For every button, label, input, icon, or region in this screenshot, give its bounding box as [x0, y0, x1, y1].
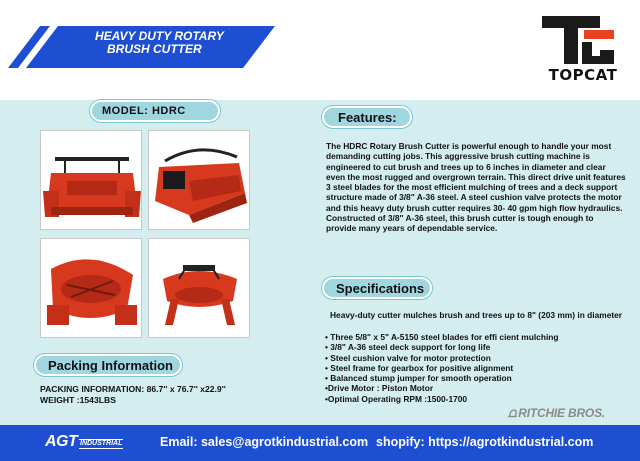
list-item: • 3/8" A-36 steel deck support for long life [325, 342, 491, 353]
product-photo-front [40, 130, 142, 230]
footer-email[interactable]: Email: sales@agrotkindustrial.com [160, 435, 369, 449]
packing-heading: Packing Information [34, 354, 182, 376]
specifications-intro: Heavy-duty cutter mulches brush and trees up to 8" (203 mm) in diameter [330, 310, 623, 320]
footer-shop-link[interactable]: shopify: https://agrotkindustrial.com [376, 435, 594, 449]
cutter-angled-view-icon [149, 131, 250, 230]
list-item: • Steel cushion valve for motor protection [325, 352, 491, 363]
packing-details [40, 384, 300, 406]
product-photo-underside [148, 238, 250, 338]
brand-name: TOPCAT [548, 66, 618, 84]
cutter-underside-view-icon [149, 239, 250, 338]
cutter-side-view-icon [41, 239, 142, 338]
list-item: • Balanced stump jumper for smooth operation [325, 373, 512, 384]
ritchie-mark-icon: ⩍ [508, 405, 517, 420]
specifications-list [325, 332, 625, 404]
page-title: HEAVY DUTY ROTARY BRUSH CUTTER [95, 29, 224, 56]
product-photo-angled [148, 130, 250, 230]
model-label: MODEL: HDRC [90, 100, 220, 122]
list-item: • Three 5/8" x 5" A-5150 steel blades for effi cient mulching [325, 332, 559, 342]
list-item: • Steel frame for gearbox for positive alignment [325, 362, 514, 373]
agt-logo: AGT INDUSTRIAL [45, 433, 123, 450]
features-description: The HDRC Rotary Brush Cutter is powerful enough to handle your most demanding cutting jobs. This aggressive brush cutting machine is engineered to cut brush and trees up to 6 inches in diameter and clear even the most rugged and overgrown terrain. This direct drive unit features 3 steel blades for the most efficient mulching of trees and a deck support structure made of 3/8" A-36 steel. A steel cushion valve protects the motor and this heavy duty brush cutter requires 30- 40 gpm high flow hydraulics. Constructed of 3/8" A-36 steel, this brush cutter is tough enough to provide many years of dependable service. [326, 141, 626, 234]
cutter-front-view-icon [41, 131, 142, 230]
packing-dimensions: PACKING INFORMATION: 86.7'' x 76.7'' x22.9'' [40, 384, 226, 394]
list-item: •Drive Motor : Piston Motor [325, 383, 434, 394]
product-photo-side [40, 238, 142, 338]
specifications-heading: Specifications [322, 277, 432, 299]
packing-weight: WEIGHT :1543LBS [40, 395, 116, 405]
footer-bar [0, 425, 640, 461]
partner-logo: ⩍ RITCHIE BROS. [508, 405, 606, 420]
list-item: •Optimal Operating RPM :1500-1700 [325, 393, 468, 404]
features-heading: Features: [322, 106, 412, 128]
